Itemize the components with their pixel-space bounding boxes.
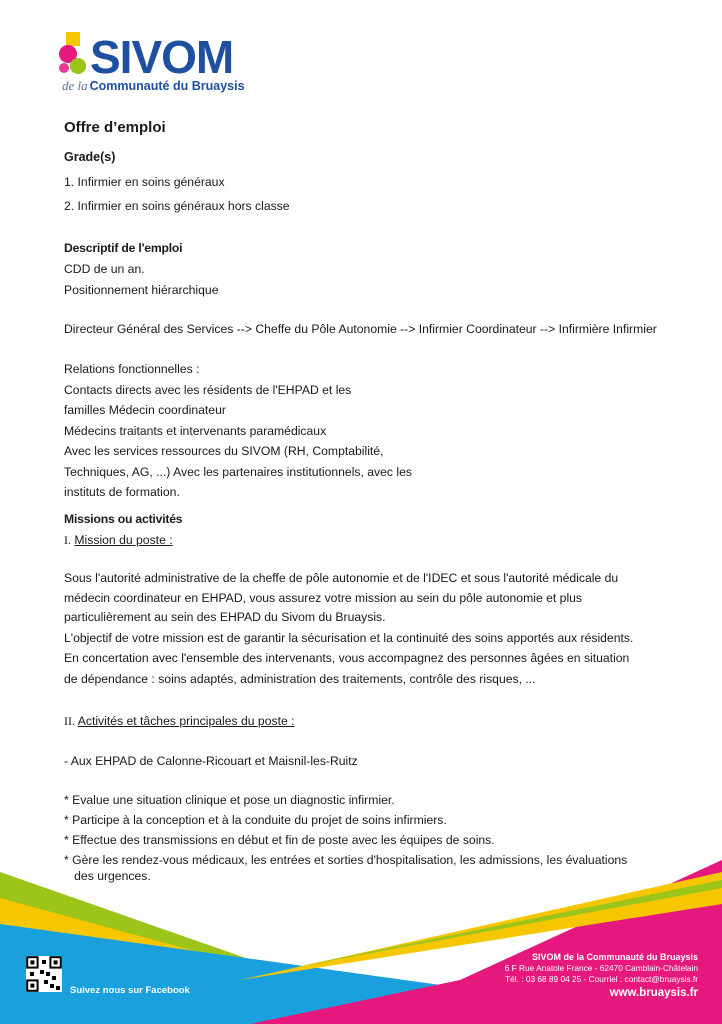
relations-line: instituts de formation. (64, 485, 180, 499)
footer-org: SIVOM de la Communauté du Bruaysis (531, 952, 698, 962)
task-item: * Participe à la conception et à la conduite du projet de soins infirmiers. (64, 813, 447, 827)
relations-line: Techniques, AG, ...) Avec les partenaires institutionnels, avec les (64, 465, 412, 479)
missions-heading: Missions ou activités (64, 512, 183, 526)
mission-paragraph-line: particulièrement au sein des EHPAD du Sivom du Bruaysis. (64, 610, 386, 624)
footer-address-block (505, 952, 698, 1001)
logo-subtitle-text: Communauté du Bruaysis (89, 79, 245, 93)
section2-title (64, 712, 295, 731)
grades-heading: Grade(s) (64, 150, 116, 164)
descriptif-line: Positionnement hiérarchique (64, 283, 219, 297)
relations-line: familles Médecin coordinateur (64, 403, 226, 417)
hierarchy-line: Directeur Général des Services --> Cheffe du Pôle Autonomie --> Infirmier Coordinateur --> Infirmière Infirmier (64, 322, 657, 336)
footer-address: 6 F Rue Anatole France - 62470 Camblain-Châtelain (504, 963, 698, 973)
footer-website[interactable]: www.bruaysis.fr (609, 987, 698, 999)
section1-title (64, 531, 173, 550)
section2-label: Activités et tâches principales du poste : (77, 714, 295, 728)
mission-paragraph-line: médecin coordinateur en EHPAD, vous assurez votre mission au sein du pôle autonomie et plus (64, 591, 583, 605)
grade-item: 2. Infirmier en soins généraux hors classe (64, 199, 290, 213)
footer-contact: Tél. : 03 68 89 04 25 - Courriel : contact@bruaysis.fr (505, 974, 698, 984)
descriptif-line: CDD de un an. (64, 262, 145, 276)
relations-line: Médecins traitants et intervenants paramédicaux (64, 424, 327, 438)
mission-paragraph-line: L'objectif de votre mission est de garantir la sécurisation et la continuité des soins apportés aux résidents. (64, 631, 634, 645)
grade-item: 1. Infirmier en soins généraux (64, 175, 225, 189)
relations-line: Avec les services ressources du SIVOM (RH, Comptabilité, (64, 444, 384, 458)
relations-title: Relations fonctionnelles : (64, 362, 200, 376)
facebook-link[interactable]: Suivez nous sur Facebook (70, 985, 190, 996)
location-line: - Aux EHPAD de Calonne-Ricouart et Maisnil-les-Ruitz (64, 754, 358, 768)
logo-name: SIVOM (90, 31, 234, 83)
task-item: * Gère les rendez-vous médicaux, les entrées et sorties d'hospitalisation, les admissions, les évaluations (64, 853, 628, 867)
task-item-continued: des urgences. (64, 869, 151, 883)
mission-paragraph-line: Sous l'autorité administrative de la cheffe de pôle autonomie et de l'IDEC et sous l'autorité médicale du (64, 571, 619, 585)
logo-prefix: de la (62, 78, 88, 93)
page-title: Offre d’emploi (64, 119, 166, 136)
mission-paragraph-line: En concertation avec l'ensemble des intervenants, vous accompagnez des personnes âgées en situation (64, 651, 630, 665)
descriptif-heading: Descriptif de l'emploi (64, 241, 183, 255)
mission-paragraph-line: de dépendance : soins adaptés, administration des traitements, contrôle des risques, ... (64, 672, 536, 686)
section2-number: II. (64, 714, 75, 728)
task-item: * Evalue une situation clinique et pose un diagnostic infirmier. (64, 793, 395, 807)
section1-number: I. (64, 533, 71, 547)
qr-code-icon[interactable] (26, 956, 62, 992)
section1-label: Mission du poste : (74, 533, 173, 547)
relations-line: Contacts directs avec les résidents de l'EHPAD et les (64, 383, 352, 397)
task-item: * Effectue des transmissions en début et fin de poste avec les équipes de soins. (64, 833, 495, 847)
logo-subtitle (62, 78, 245, 94)
